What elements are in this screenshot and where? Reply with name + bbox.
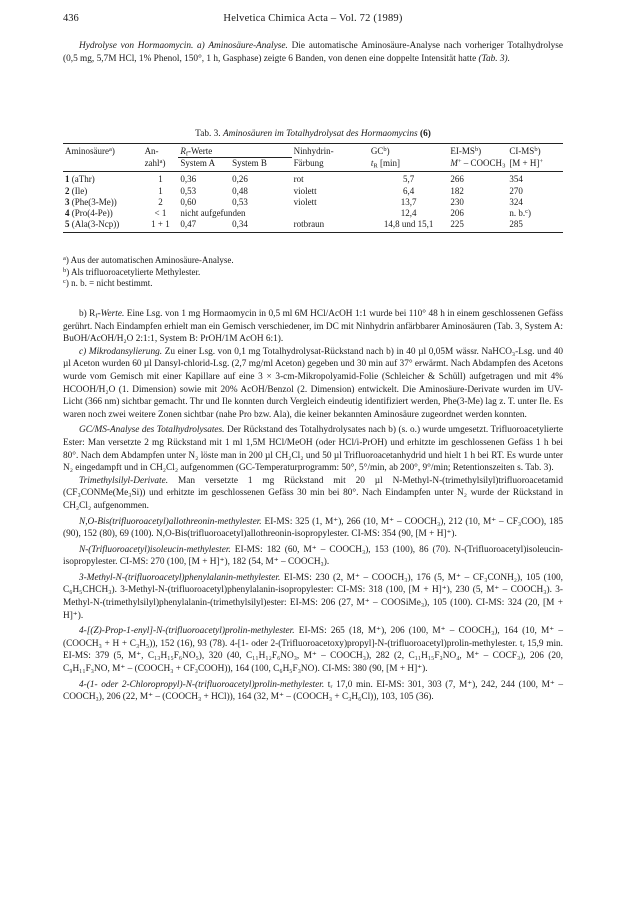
retention-cell: 12,4: [400, 208, 417, 219]
header-ci-ion: [M + H]+: [507, 158, 563, 172]
paragraph-dansylation: c) Mikrodansylierung. Zu einer Lsg. von 0,1 mg Totalhydrolysat-Rückstand nach b) in 40 µl 0,05M wässr. NaHCO₃-Lsg. und 40 µl Aceton wurden 60 µl Dansyl-chlorid-Lsg. (2,7 mg/ml Aceton) gegeben und 30 min auf 37° erwärmt. Nach Abdampfen des Acetons wurde vom Gemisch mit einer Kapillare auf eine 3 × 3-cm-Mikropolyamid-Folie (Schleicher & Schüll) aufgetragen und mit 4% HCOOH/H₂O (1. Dimension) sowie mit 20% AcOH/Benzol (2. Dimension) entwickelt. Die Aminosäure-Derivate wurden im UV-Licht (366 nm) sichtbar gemacht. Thr und Ile konnten durch Vergleich eindeutig identifiziert werden, Phe(3-Me) lag z. T. unter Ile. Es waren noch zwei weitere Zonen sichtbar (nahe Pro bzw. Ala), die keiner bekannten Aminosäure zugeordnet werden konnten.: [63, 346, 563, 420]
page-header: [63, 12, 563, 26]
table-row: [63, 186, 563, 197]
retention-cell: 6,4: [403, 185, 415, 196]
table-caption-label: Tab. 3.: [195, 129, 221, 139]
paragraph-propenylproline: 4-[(Z)-Prop-1-enyl]-N-(trifluoroacetyl)prolin-methylester. EI-MS: 265 (18, M⁺), 206 (100, M⁺ – COOCH₃), 164 (10, M⁺ – (COOCH₃ + H + C₃H₅)), 152 (16), 93 (78). 4-[1- oder 2-(Trifluoroacetoxy)propyl]-N-(trifluoroacetyl)prolin-methylester. tᵣ 15,9 min. EI-MS: 379 (5, M⁺, C₁₃H₁₅F₆NO₅), 320 (40, C₁₁H₁₂F₆NO₃, M⁺ – COOCH₃), 282 (2, C₁₁H₁₅F₃NO₄, M⁺ – COCF₃), 206 (20, C₉H₁₁F₃NO, M⁺ – (COOCH₃ + CF₃COOH)), 164 (100, C₆H₅F₃NO). CI-MS: 380 (90, [M + H]⁺).: [63, 626, 563, 675]
system-a-cell: 0,60: [180, 196, 197, 207]
paragraph-methylphenylalanine: 3-Methyl-N-(trifluoroacetyl)phenylalanin-methylester. EI-MS: 230 (2, M⁺ – COOCH₃), 176 (5, M⁺ – CF₃CONH₂), 105 (100, C₆H₅CHCH₃). 3-Methyl-N-(trifluoroacetyl)phenylalanin-isopropylester: CI-MS: 318 (100, [M + H]⁺), 230 (5, M⁺ – COOCH₃). 3-Methyl-N-(trimethylsilyl)phenylalanin-(trimethylsilyl)ester: EI-MS: 206 (27, M⁺ – COOSiMe₃), 105 (100). CI-MS: 324 (20, [M + H]⁺).: [63, 572, 563, 621]
ninhydrin-cell: rotbraun: [292, 219, 369, 233]
amino-acid-table: [63, 143, 563, 233]
ci-ms-cell: 354: [509, 174, 523, 185]
ei-ms-cell: 182: [450, 185, 464, 196]
header-ninhydrin-line2: Färbung: [292, 158, 369, 172]
header-ei-ms: $EI-MS^b$): [448, 144, 507, 158]
amino-acid-cell: 4 (Pro(4-Pe)): [65, 208, 113, 219]
header-retention-time: $t_R$ [min]: [369, 158, 448, 172]
paragraph-allothreonine: N,O-Bis(trifluoroacetyl)allothreonin-methylester. EI-MS: 325 (1, M⁺), 266 (10, M⁺ – COOCH₃), 212 (10, M⁺ – CF₃COO), 185 (90), 152 (80), 69 (100). N,O-Bis(trifluoroacetyl)allothreonin-isopropylester. CI-MS: 354 (90, [M + H]⁺).: [63, 516, 563, 540]
paragraph-tms: Trimethylsilyl-Derivate. Man versetzte 1 mg Rückstand mit 20 µl N-Methyl-N-(trimethylsilyl)trifluoroacetamid (CF₃CONMe(Me₃Si)) und erhitzte im geschlossenen Gefäss 30 min bei 80°. Nach Eindampfen unter N₂ wurde der Rückstand in CH₂Cl₂ aufgenommen.: [63, 475, 563, 511]
header-ci-ms: $CI-MS^b$): [507, 144, 563, 158]
table-row: [63, 219, 563, 233]
system-b-cell: 0,26: [232, 174, 248, 185]
header-count: An-: [143, 144, 179, 158]
header-gc: $GC^b$): [369, 144, 448, 158]
retention-cell: 5,7: [403, 174, 415, 185]
system-a-cell: 0,36: [180, 174, 197, 185]
system-a-cell: nicht aufgefunden: [180, 208, 246, 219]
table-row: [63, 197, 563, 208]
retention-cell: 14,8 und 15,1: [369, 219, 448, 233]
system-a-cell: 0,47: [178, 219, 230, 233]
count-cell: < 1: [154, 208, 167, 219]
system-b-cell: 0,34: [230, 219, 292, 233]
ci-ms-cell: 270: [509, 185, 523, 196]
header-ei-fragment: $M^+ - COOCH_3$: [448, 158, 507, 172]
count-cell: 1: [158, 174, 163, 185]
amino-acid-cell: 5 (Ala(3-Ncp)): [63, 219, 143, 233]
page-number: 436: [63, 13, 79, 24]
amino-acid-cell: 2 (Ile): [65, 185, 88, 196]
intro-title: Hydrolyse von Hormaomycin. a) Aminosäure-Analyse.: [79, 41, 288, 51]
ei-ms-cell: 266: [450, 174, 464, 185]
footnote: $^b$) Als trifluoroacetylierte Methylester.: [63, 266, 201, 277]
footnote: $^a$) Aus der automatischen Aminosäure-Analyse.: [63, 255, 234, 265]
ninhydrin-cell: violett: [293, 185, 317, 196]
ninhydrin-cell: rot: [293, 174, 304, 185]
header-rf-values: $R_f$-Werte: [178, 144, 291, 158]
amino-acid-cell: 3 (Phe(3-Me)): [65, 196, 117, 207]
system-a-cell: 0,53: [180, 185, 197, 196]
header-amino-acid: Aminosäure$^a$): [63, 144, 143, 158]
ci-ms-cell: 324: [509, 196, 523, 207]
intro-ref: (Tab. 3).: [478, 53, 510, 64]
intro-paragraph: [63, 40, 563, 65]
table-caption-ref: (6): [419, 129, 431, 139]
system-b-cell: 0,48: [232, 185, 248, 196]
ci-ms-cell: n. b.$^c$): [509, 208, 531, 219]
table-caption: [63, 128, 563, 140]
header-system-b: System B: [230, 158, 292, 172]
retention-cell: 13,7: [400, 196, 417, 207]
ei-ms-cell: 230: [450, 196, 464, 207]
ei-ms-cell: 206: [450, 208, 464, 219]
experimental-section: [63, 308, 563, 704]
intro-text: Die automatische Aminosäure-Analyse nach vorheriger Totalhydrolyse (0,5 mg, 5,7M HCl, 1% Phenol, 150°, 1 h, Gasphase) zeigte 6 Banden, von denen eine doppelte Intensität hatte: [63, 41, 563, 64]
count-cell: 1: [158, 185, 163, 196]
header-ninhydrin: Ninhydrin-: [292, 144, 369, 158]
header-count-line2: zahl$^a$): [143, 158, 179, 172]
table-caption-text: Aminosäuren im Totalhydrolysat des Hormaomycins: [222, 129, 418, 139]
paragraph-gcms: GC/MS-Analyse des Totalhydrolysates. Der Rückstand des Totalhydrolysates nach b) (s. o.) wurde umgesetzt. Trifluoroacetylierte Ester: Man versetzte 2 mg Rückstand mit 1 ml 1,5M HCl/MeOH (oder HCl/i-PrOH) und erhitzte im geschlossenen Gefäss 1 h bei 80°. Nach dem Abdampfen unter N₂ löste man in 200 µl CH₂Cl₂ und 50 µl Trifluoroacetanhydrid und hielt 1 h bei RT. Es wurde unter N₂ eingedampft und in CH₂Cl₂ aufgenommen (GC-Temperaturprogramm: 50°, 5°/min, ab 200°, 9°/min; Retentionszeiten s. Tab. 3).: [63, 425, 563, 474]
ninhydrin-cell: [292, 208, 369, 219]
paragraph-chloropropylproline: 4-(1- oder 2-Chloropropyl)-N-(trifluoroacetyl)prolin-methylester. tᵣ 17,0 min. EI-MS: 301, 303 (7, M⁺), 242, 244 (100, M⁺ – COOCH₃), 206 (22, M⁺ – (COOCH₃ + HCl)), 164 (32, M⁺ – (COOCH₃ + C₃H₆Cl)), 103, 105 (36).: [63, 679, 563, 703]
count-cell: 1 + 1: [143, 219, 179, 233]
header-amino-acid-blank: [63, 158, 143, 172]
ci-ms-cell: 285: [507, 219, 563, 233]
paragraph-rf-values: b) $R_f$-Werte. Eine Lsg. von 1 mg Hormaomycin in 0,5 ml 6M HCl/AcOH 1:1 wurde bei 110° 48 h in einem geschlossenen Gefäss gerührt. Nach Eindampfen erhielt man ein Gemisch verschiedener, im DC mit Ninhydrin anfärbbarer Aminosäuren (Tab. 3, System A: BuOH/AcOH/H₂O 2:1:1, System B: PrOH/1M AcOH 6:1).: [63, 309, 564, 345]
ninhydrin-cell: violett: [293, 196, 317, 207]
journal-running-title: Helvetica Chimica Acta – Vol. 72 (1989): [223, 13, 403, 24]
table-row: [63, 172, 563, 186]
table-row: [63, 208, 563, 219]
amino-acid-cell: 1 (aThr): [65, 174, 95, 185]
system-b-cell: 0,53: [232, 196, 248, 207]
paragraph-isoleucine: N-(Trifluoroacetyl)isoleucin-methylester. EI-MS: 182 (60, M⁺ – COOCH₃), 153 (100), 86 (70). N-(Trifluoroacetyl)isoleucin-isopropylester. CI-MS: 270 (100, [M + H]⁺), 182 (54, M⁺ – COOCH₃).: [63, 544, 564, 568]
ei-ms-cell: 225: [448, 219, 507, 233]
header-system-a: System A: [178, 158, 230, 172]
count-cell: 2: [158, 196, 163, 207]
table-footnotes: [63, 255, 563, 290]
footnote: $^c$) n. b. = nicht bestimmt.: [63, 278, 153, 288]
